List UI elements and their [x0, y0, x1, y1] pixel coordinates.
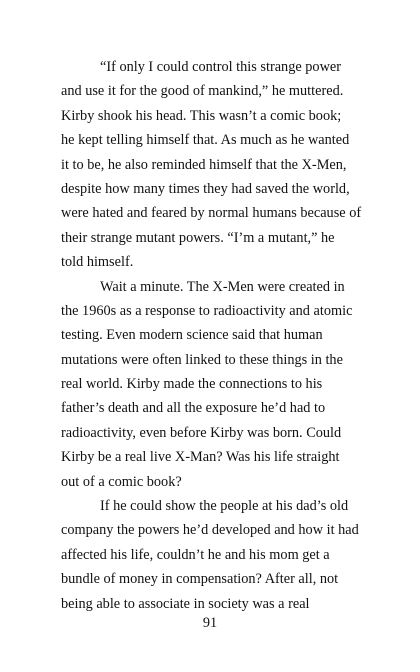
text-line: radioactivity, even before Kirby was born. Could	[61, 424, 342, 441]
text-line: and use it for the good of mankind,” he muttered.	[61, 83, 344, 100]
text-line: company the powers he’d developed and how it had	[61, 522, 359, 539]
text-line: father’s death and all the exposure he’d had to	[61, 400, 326, 417]
text-line: their strange mutant powers. “I’m a mutant,” he	[61, 229, 335, 246]
text-line: real world. Kirby made the connections to his	[61, 376, 323, 393]
paragraph	[61, 494, 363, 616]
text-line: testing. Even modern science said that human	[61, 327, 323, 344]
text-line: out of a comic book?	[61, 473, 182, 490]
paragraph	[61, 55, 363, 275]
text-line: the 1960s as a response to radioactivity and atomic	[61, 302, 353, 319]
text-line: despite how many times they had saved the world,	[61, 180, 350, 197]
text-line: he kept telling himself that. As much as he wanted	[61, 132, 350, 149]
paragraph	[61, 275, 363, 495]
text-line: it to be, he also reminded himself that the X-Men,	[61, 156, 347, 173]
text-line: Kirby be a real live X-Man? Was his life straight	[61, 449, 340, 466]
text-line: mutations were often linked to these things in the	[61, 351, 343, 368]
text-line: If he could show the people at his dad’s old	[100, 498, 349, 515]
text-line: told himself.	[61, 254, 134, 271]
text-line: were hated and feared by normal humans because of	[61, 205, 362, 222]
body-text	[61, 55, 363, 616]
text-line: Wait a minute. The X-Men were created in	[100, 278, 345, 295]
text-line: Kirby shook his head. This wasn’t a comic book;	[61, 107, 342, 124]
page-number: 91	[202, 615, 218, 631]
text-line: affected his life, couldn’t he and his mom get a	[61, 546, 330, 563]
text-line: “If only I could control this strange power	[100, 59, 341, 75]
text-line: being able to associate in society was a real	[61, 595, 310, 612]
text-line: bundle of money in compensation? After all, not	[61, 571, 339, 588]
